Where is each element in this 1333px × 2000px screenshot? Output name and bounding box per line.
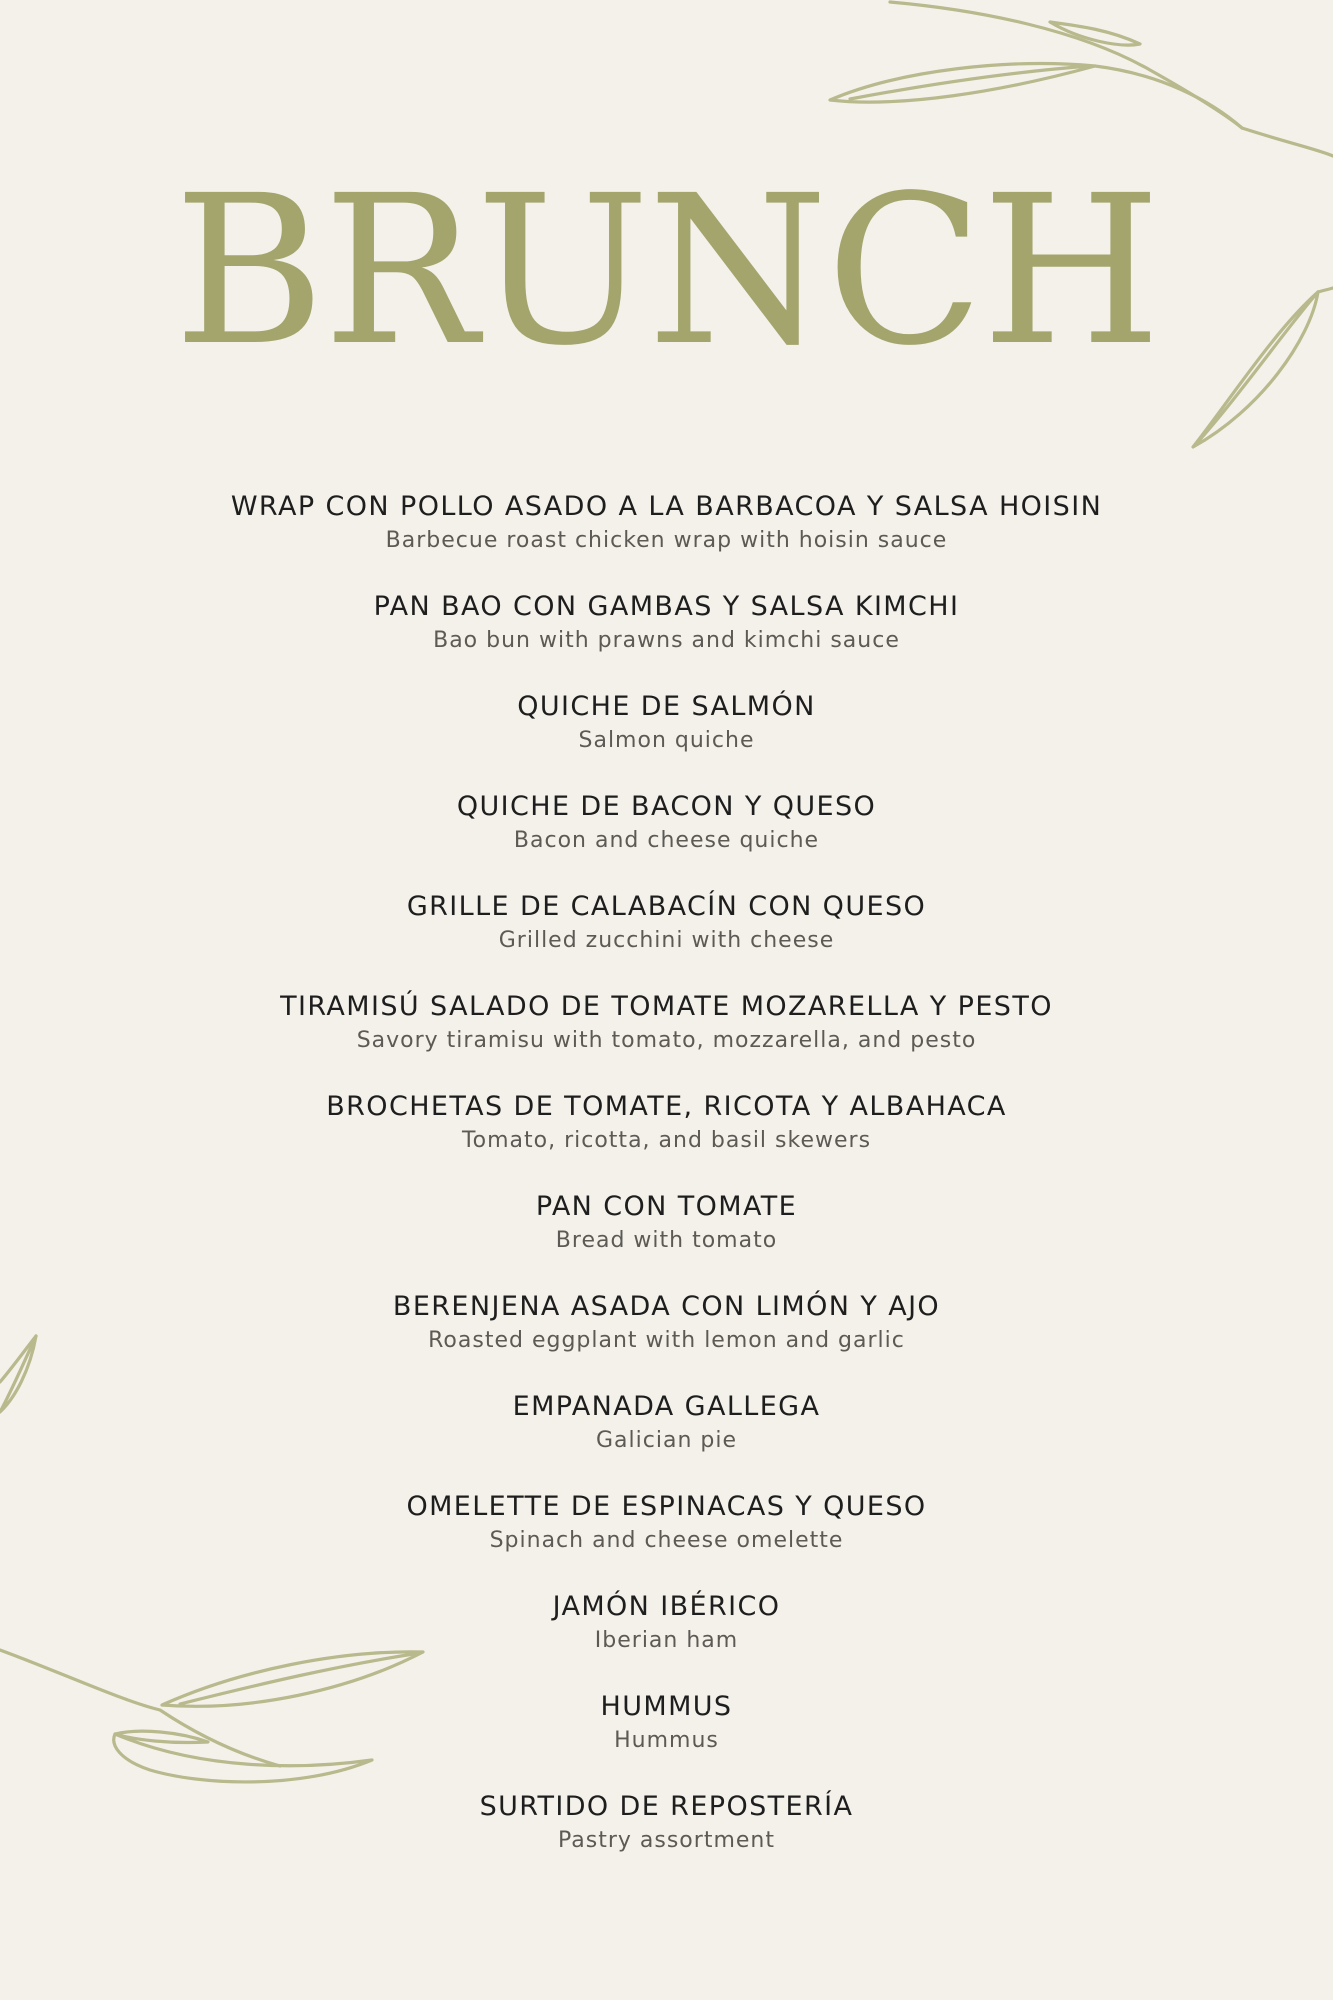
dish-name: PAN BAO CON GAMBAS Y SALSA KIMCHI [373,591,960,622]
dish-description: Iberian ham [594,1628,739,1653]
dish-description: Salmon quiche [578,728,755,753]
dish-name: BROCHETAS DE TOMATE, RICOTA Y ALBAHACA [326,1091,1007,1122]
dish-description: Barbecue roast chicken wrap with hoisin sauce [385,528,948,553]
dish-description: Bao bun with prawns and kimchi sauce [433,628,900,653]
menu-item [0,1187,1333,1287]
menu-item [0,1387,1333,1487]
menu-item [0,987,1333,1087]
dish-name: OMELETTE DE ESPINACAS Y QUESO [406,1491,927,1522]
menu-item [0,1687,1333,1787]
menu-item [0,1787,1333,1887]
dish-name: JAMÓN IBÉRICO [552,1591,781,1622]
dish-description: Pastry assortment [558,1828,775,1853]
dish-name: QUICHE DE SALMÓN [517,691,816,722]
leaf-sprig-icon [830,2,1333,156]
dish-description: Bread with tomato [555,1228,778,1253]
menu-item [0,487,1333,587]
dish-description: Roasted eggplant with lemon and garlic [428,1328,905,1353]
menu-item [0,1087,1333,1187]
dish-name: EMPANADA GALLEGA [512,1391,821,1422]
dish-description: Bacon and cheese quiche [513,828,820,853]
dish-description: Hummus [614,1728,719,1753]
menu-title: BRUNCH [173,151,1160,391]
menu-item [0,1287,1333,1387]
dish-name: TIRAMISÚ SALADO DE TOMATE MOZARELLA Y PESTO [280,991,1053,1022]
dish-description: Spinach and cheese omelette [489,1528,844,1553]
dish-description: Galician pie [596,1428,737,1453]
dish-name: QUICHE DE BACON Y QUESO [456,791,877,822]
dish-name: BERENJENA ASADA CON LIMÓN Y AJO [392,1291,941,1322]
menu-item [0,687,1333,787]
menu-item [0,587,1333,687]
menu-item [0,1487,1333,1587]
dish-description: Savory tiramisu with tomato, mozzarella, and pesto [356,1028,977,1053]
menu-item [0,1587,1333,1687]
dish-name: SURTIDO DE REPOSTERÍA [479,1791,854,1822]
menu-item [0,887,1333,987]
dish-name: GRILLE DE CALABACÍN CON QUESO [406,891,927,922]
dish-description: Grilled zucchini with cheese [498,928,835,953]
menu-list [0,487,1333,1887]
dish-name: PAN CON TOMATE [535,1191,798,1222]
dish-name: HUMMUS [600,1691,733,1722]
menu-item [0,787,1333,887]
dish-description: Tomato, ricotta, and basil skewers [461,1128,872,1153]
dish-name: WRAP CON POLLO ASADO A LA BARBACOA Y SALSA HOISIN [230,491,1103,522]
